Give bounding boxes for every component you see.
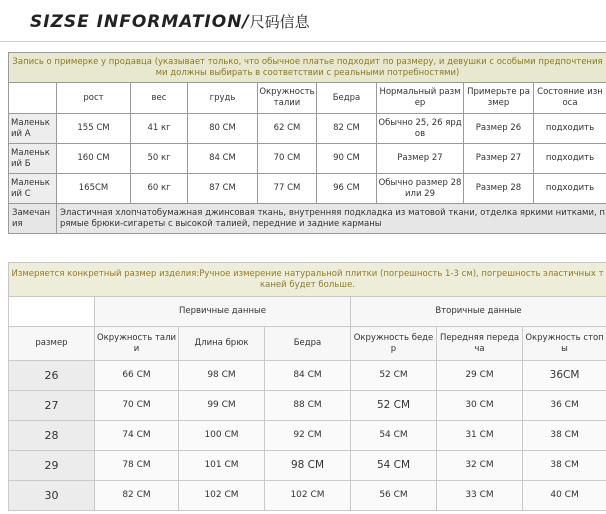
header-cell: Окружность стопы bbox=[523, 327, 606, 361]
table-cell: 62 CM bbox=[258, 114, 317, 144]
table-cell: 66 CM bbox=[95, 361, 179, 391]
table-row bbox=[9, 421, 606, 451]
table-cell: Размер 28 bbox=[464, 174, 534, 204]
title-latin: SIZSE INFORMATION/ bbox=[30, 12, 250, 32]
remarks-label: Замечания bbox=[9, 204, 57, 234]
fitting-record-table bbox=[8, 52, 606, 234]
fitting-note: Запись о примерке у продавца (указывает только, что обычное платье подходит по размеру, и девушки с особыми предпочтениями должны выбирать в соответствии с реальными потребностями) bbox=[9, 53, 606, 83]
header-cell: Окружность талии bbox=[258, 83, 317, 114]
remarks-text: Эластичная хлопчатобумажная джинсовая ткань, внутренняя подкладка из матовой ткани, отделка яркими нитками, прямые брюки-сигареты с высокой талией, передние и задние карманы bbox=[57, 204, 606, 234]
measurement-note: Измеряется конкретный размер изделия:Ручное измерение натуральной плитки (погрешность 1-3 см), погрешность эластичных тканей будет больше. bbox=[9, 263, 606, 297]
table-row bbox=[9, 144, 606, 174]
table-cell: 56 CM bbox=[351, 481, 437, 511]
table-cell: 36 CM bbox=[523, 391, 606, 421]
table-cell: 87 CM bbox=[188, 174, 258, 204]
table-cell: 54 CM bbox=[351, 451, 437, 481]
table-cell: 165CM bbox=[57, 174, 131, 204]
table-cell: 38 CM bbox=[523, 421, 606, 451]
table-cell: Размер 27 bbox=[377, 144, 464, 174]
table-cell: подходить bbox=[534, 144, 606, 174]
table-cell: 102 CM bbox=[265, 481, 351, 511]
table-cell: 82 CM bbox=[95, 481, 179, 511]
header-cell: Примерьте размер bbox=[464, 83, 534, 114]
table-cell: Размер 27 bbox=[464, 144, 534, 174]
table-row bbox=[9, 114, 606, 144]
measurement-header-row bbox=[9, 327, 606, 361]
table-cell: 88 CM bbox=[265, 391, 351, 421]
header-cell: Состояние износа bbox=[534, 83, 606, 114]
header-cell: Длина брюк bbox=[179, 327, 265, 361]
empty-cell bbox=[9, 297, 95, 327]
table-cell: 54 CM bbox=[351, 421, 437, 451]
table-cell: 82 CM bbox=[317, 114, 377, 144]
table-cell: 31 CM bbox=[437, 421, 523, 451]
fitting-header-row bbox=[9, 83, 606, 114]
header-cell: грудь bbox=[188, 83, 258, 114]
table-cell: Обычно размер 28 или 29 bbox=[377, 174, 464, 204]
table-cell: 90 CM bbox=[317, 144, 377, 174]
table-row bbox=[9, 391, 606, 421]
table-cell: 77 CM bbox=[258, 174, 317, 204]
header-cell bbox=[9, 83, 57, 114]
table-cell: 32 CM bbox=[437, 451, 523, 481]
header-cell: Передняя передача bbox=[437, 327, 523, 361]
table-cell: 92 CM bbox=[265, 421, 351, 451]
table-cell: 98 CM bbox=[265, 451, 351, 481]
table-cell: 29 CM bbox=[437, 361, 523, 391]
size-cell: 29 bbox=[9, 451, 95, 481]
table-cell: 52 CM bbox=[351, 361, 437, 391]
table-cell: 52 CM bbox=[351, 391, 437, 421]
title-chinese: 尺码信息 bbox=[249, 13, 310, 31]
table-cell: 96 CM bbox=[317, 174, 377, 204]
table-cell: 80 CM bbox=[188, 114, 258, 144]
table-cell: 101 CM bbox=[179, 451, 265, 481]
size-cell: 30 bbox=[9, 481, 95, 511]
row-label: Маленький А bbox=[9, 114, 57, 144]
table-cell: 84 CM bbox=[265, 361, 351, 391]
row-label: Маленький С bbox=[9, 174, 57, 204]
table-cell: 70 CM bbox=[258, 144, 317, 174]
table-row bbox=[9, 174, 606, 204]
table-cell: 155 CM bbox=[57, 114, 131, 144]
header-cell: рост bbox=[57, 83, 131, 114]
table-cell: 50 кг bbox=[131, 144, 188, 174]
table-cell: 84 CM bbox=[188, 144, 258, 174]
group-header-row bbox=[9, 297, 606, 327]
size-cell: 27 bbox=[9, 391, 95, 421]
header-cell: вес bbox=[131, 83, 188, 114]
measurement-table bbox=[8, 262, 606, 511]
table-row bbox=[9, 481, 606, 511]
table-cell: 60 кг bbox=[131, 174, 188, 204]
table-cell: Размер 26 bbox=[464, 114, 534, 144]
table-cell: 78 CM bbox=[95, 451, 179, 481]
title-divider bbox=[0, 41, 606, 42]
table-cell: 98 CM bbox=[179, 361, 265, 391]
table-row bbox=[9, 451, 606, 481]
table-cell: 33 CM bbox=[437, 481, 523, 511]
table-cell: 41 кг bbox=[131, 114, 188, 144]
table-row bbox=[9, 361, 606, 391]
table-cell: подходить bbox=[534, 114, 606, 144]
table-cell: подходить bbox=[534, 174, 606, 204]
page-title bbox=[30, 8, 310, 36]
table-cell: 40 CM bbox=[523, 481, 606, 511]
table-cell: 36CM bbox=[523, 361, 606, 391]
table-cell: 100 CM bbox=[179, 421, 265, 451]
table-cell: 30 CM bbox=[437, 391, 523, 421]
table-cell: 38 CM bbox=[523, 451, 606, 481]
table-cell: 99 CM bbox=[179, 391, 265, 421]
size-cell: 28 bbox=[9, 421, 95, 451]
header-cell: Нормальный размер bbox=[377, 83, 464, 114]
header-cell: Окружность талии bbox=[95, 327, 179, 361]
row-label: Маленький Б bbox=[9, 144, 57, 174]
table-cell: 160 CM bbox=[57, 144, 131, 174]
table-cell: 74 CM bbox=[95, 421, 179, 451]
table-cell: 102 CM bbox=[179, 481, 265, 511]
primary-data-header: Первичные данные bbox=[95, 297, 351, 327]
table-cell: 70 CM bbox=[95, 391, 179, 421]
remarks-row bbox=[9, 204, 606, 234]
header-cell: Бедра bbox=[317, 83, 377, 114]
secondary-data-header: Вторичные данные bbox=[351, 297, 606, 327]
size-cell: 26 bbox=[9, 361, 95, 391]
header-cell: Бедра bbox=[265, 327, 351, 361]
table-cell: Обычно 25, 26 ярдов bbox=[377, 114, 464, 144]
header-cell: Окружность бедер bbox=[351, 327, 437, 361]
header-cell: размер bbox=[9, 327, 95, 361]
